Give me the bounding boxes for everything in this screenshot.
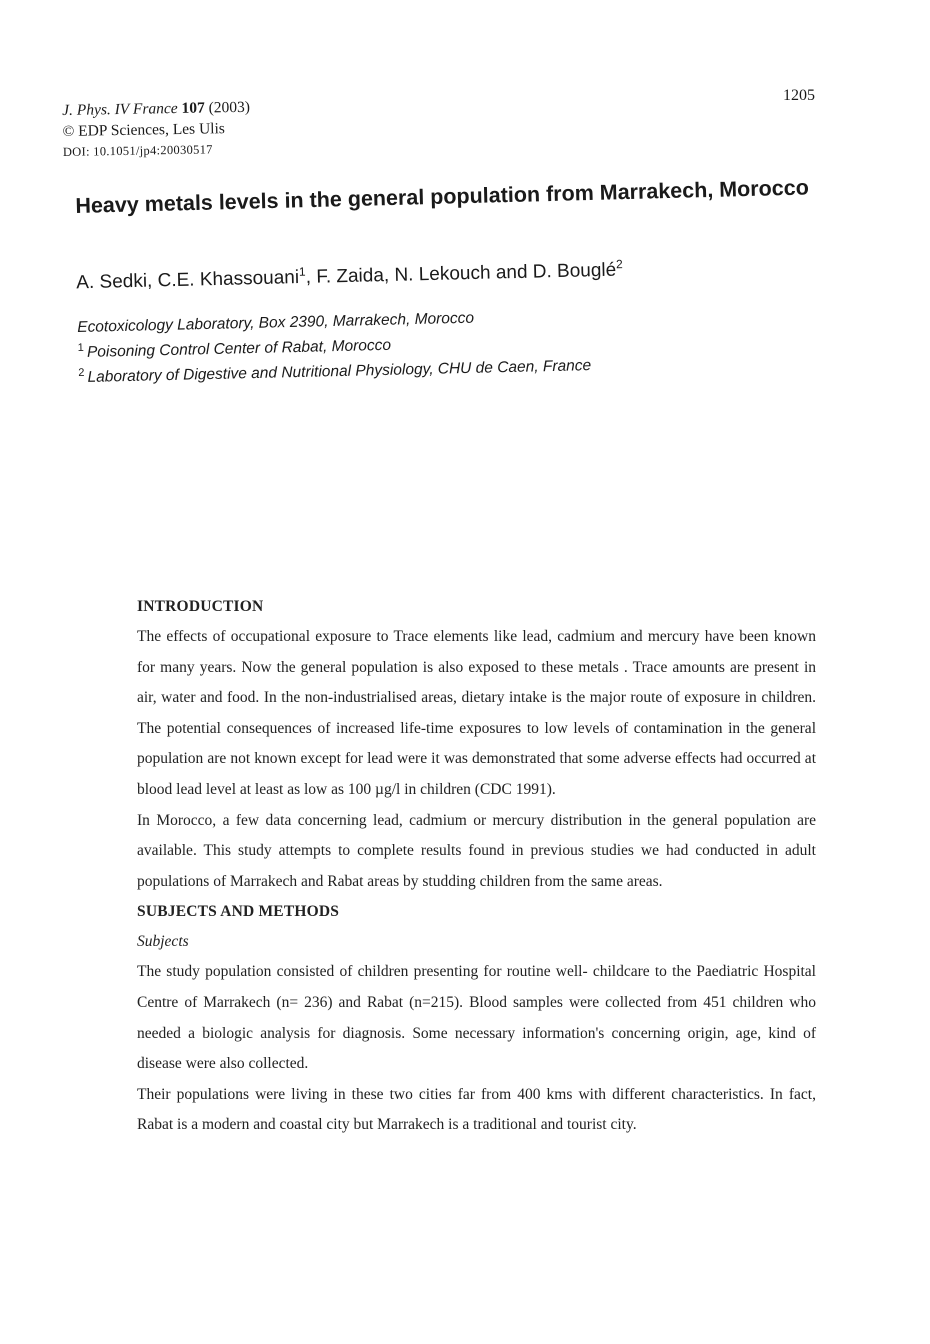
copyright-line: © EDP Sciences, Les Ulis xyxy=(62,120,225,140)
body-text xyxy=(137,592,816,1141)
affiliation-1-text: Poisoning Control Center of Rabat, Morocco xyxy=(86,336,392,361)
subjects-paragraph-1: The study population consisted of children presenting for routine well- childcare to the Paediatric Hospital Centre of Marrakech (n= 236) and Rabat (n=215). Blood samples were collected from 451 children who needed a biologic analysis for diagnosis. Some necessary information's concerning origin, age, kind of disease were also collected. xyxy=(137,963,816,1073)
affiliation-1-number: 1 xyxy=(77,341,84,354)
journal-name: J. Phys. IV France xyxy=(62,99,178,119)
author-names-1: A. Sedki, C.E. Khassouani xyxy=(76,267,300,294)
author-list xyxy=(76,257,623,294)
affiliation-2-text: Laboratory of Digestive and Nutritional Physiology, CHU de Caen, France xyxy=(87,357,592,387)
affiliations xyxy=(77,305,591,388)
subjects-paragraph-2: Their populations were living in these two cities far from 400 kms with different characteristics. In fact, Rabat is a modern and coastal city but Marrakech is a traditional and tourist city. xyxy=(137,1085,816,1134)
methods-heading: SUBJECTS AND METHODS xyxy=(137,903,340,921)
journal-volume: 107 xyxy=(181,99,205,117)
introduction-heading: INTRODUCTION xyxy=(137,598,264,615)
intro-paragraph-1: The effects of occupational exposure to Trace elements like lead, cadmium and mercury have been known for many years. Now the general population is also exposed to these metals . Trace amounts are present in air, water and food. In the non-industrialised areas, dietary intake is the major route of exposure in children. The potential consequences of increased life-time exposures to low levels of contamination in the general population are not known except for lead were it was demonstrated that some adverse effects had occurred at blood lead level at least as low as 100 µg/l in children (CDC 1991). xyxy=(137,628,816,798)
journal-citation xyxy=(62,97,251,163)
affiliation-main: Ecotoxicology Laboratory, Box 2390, Marrakech, Morocco xyxy=(77,309,475,336)
author-affiliation-mark-2: 2 xyxy=(615,257,623,272)
doi-line: DOI: 10.1051/jp4:20030517 xyxy=(62,142,213,159)
author-affiliation-mark-1: 1 xyxy=(298,264,306,279)
page-number: 1205 xyxy=(783,87,815,104)
intro-paragraph-2: In Morocco, a few data concerning lead, cadmium or mercury distribution in the general population are available. This study attempts to complete results found in previous studies we had conducted in adult populations of Marrakech and Rabat areas by studding children from the same areas. xyxy=(137,811,816,890)
paper-title: Heavy metals levels in the general population from Marrakech, Morocco xyxy=(75,175,810,218)
journal-year: (2003) xyxy=(208,98,251,117)
affiliation-2-number: 2 xyxy=(78,366,85,380)
title-block xyxy=(75,171,836,222)
author-names-2: , F. Zaida, N. Lekouch and D. Bouglé xyxy=(305,259,617,288)
subjects-subheading: Subjects xyxy=(137,933,189,951)
